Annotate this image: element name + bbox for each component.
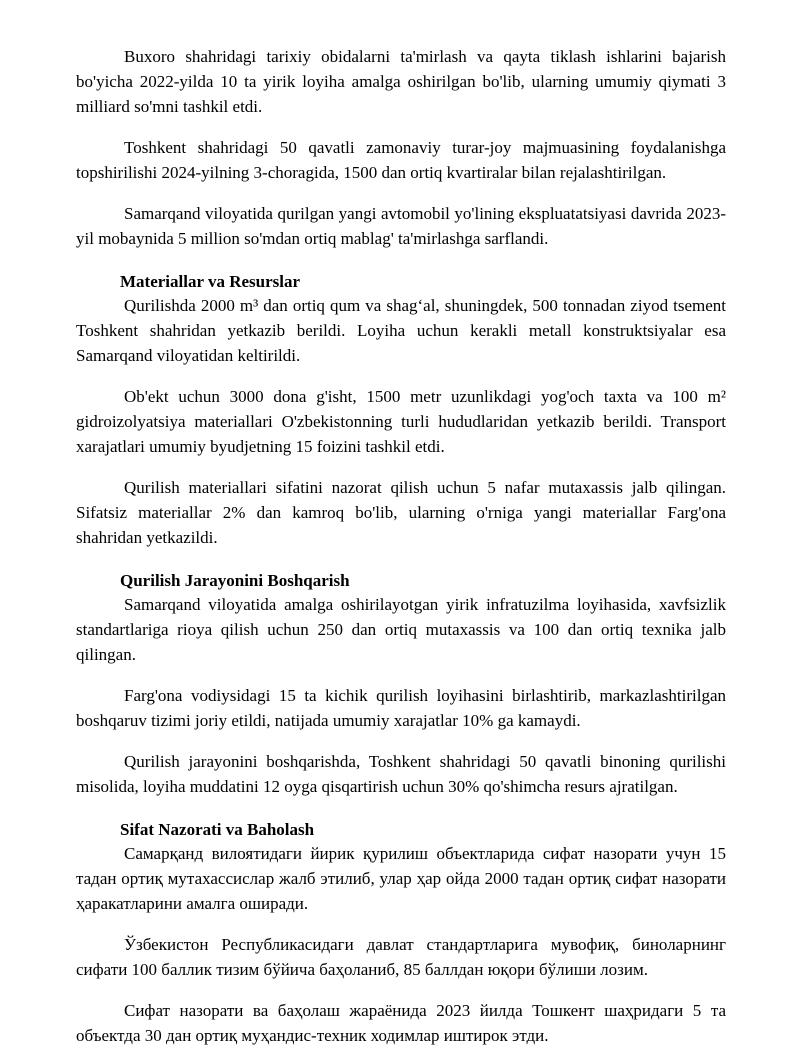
management-paragraph-1: Samarqand viloyatida amalga oshirilayotgan yirik infratuzilma loyihasida, xavfsizlik standartlariga rioya qilish uchun 250 dan ortiq mutaxassis va 100 dan ortiq texnika jalb qilingan. — [76, 595, 726, 664]
materials-paragraph-2: Ob'ekt uchun 3000 dona g'isht, 1500 metr uzunlikdagi yog'och taxta va 100 m² gidroizolyatsiya materiallari O'zbekistonning turli hududlaridan yetkazib berildi. Transport xarajatlari umumiy byudjetning 15 foizini tashkil etdi. — [76, 387, 726, 456]
quality-paragraph-3: Сифат назорати ва баҳолаш жараёнида 2023 йилда Тошкент шаҳридаги 5 та объектда 30 дан ортиқ муҳандис-техник ходимлар иштирок этди. — [76, 1001, 726, 1045]
intro-paragraph-1: Buxoro shahridagi tarixiy obidalarni ta'mirlash va qayta tiklash ishlarini bajarish bo'yicha 2022-yilda 10 ta yirik loyiha amalga oshirilgan bo'lib, ularning umumiy qiymati 3 milliard so'mni tashkil etdi. — [76, 47, 726, 116]
management-paragraph-2: Farg'ona vodiysidagi 15 ta kichik qurilish loyihasini birlashtirib, markazlashtirilgan boshqaruv tizimi joriy etildi, natijada umumiy xarajatlar 10% ga kamaydi. — [76, 686, 726, 730]
quality-paragraph-2: Ўзбекистон Республикасидаги давлат стандартларига мувофиқ, биноларнинг сифати 100 баллик тизим бўйича баҳоланиб, 85 баллдан юқори бўлиши лозим. — [76, 935, 726, 979]
materials-paragraph-1: Qurilishda 2000 m³ dan ortiq qum va shag‘al, shuningdek, 500 tonnadan ziyod tsement Toshkent shahridan yetkazib berildi. Loyiha uchun kerakli metall konstruktsiyalar esa Samarqand viloyatidan keltirildi. — [76, 296, 726, 365]
materials-heading: Materiallar va Resurslar — [120, 272, 301, 291]
intro-paragraph-2: Toshkent shahridagi 50 qavatli zamonaviy turar-joy majmuasining foydalanishga topshirilishi 2024-yilning 3-choragida, 1500 dan ortiq kvartiralar bilan rejalashtirilgan. — [76, 138, 726, 182]
management-heading: Qurilish Jarayonini Boshqarish — [120, 571, 350, 590]
materials-paragraph-3: Qurilish materiallari sifatini nazorat qilish uchun 5 nafar mutaxassis jalb qilingan. Sifatsiz materiallar 2% dan kamroq bo'lib, ularning o'rniga yangi materiallar Farg'ona shahridan yetkazildi. — [76, 478, 726, 547]
intro-paragraph-3: Samarqand viloyatida qurilgan yangi avtomobil yo'lining ekspluatatsiyasi davrida 2023-yil mobaynida 5 million so'mdan ortiq mablag' ta'mirlashga sarflandi. — [76, 204, 726, 248]
quality-heading: Sifat Nazorati va Baholash — [120, 820, 315, 839]
management-paragraph-3: Qurilish jarayonini boshqarishda, Toshkent shahridagi 50 qavatli binoning qurilishi misolida, loyiha muddatini 12 oyga qisqartirish uchun 30% qo'shimcha resurs ajratilgan. — [76, 752, 726, 796]
quality-paragraph-1: Самарқанд вилоятидаги йирик қурилиш объектларида сифат назорати учун 15 тадан ортиқ мутахассислар жалб этилиб, улар ҳар ойда 2000 тадан ортиқ сифат назорати ҳаракатларини амалга оширади. — [76, 844, 726, 913]
document-page — [76, 44, 726, 1048]
